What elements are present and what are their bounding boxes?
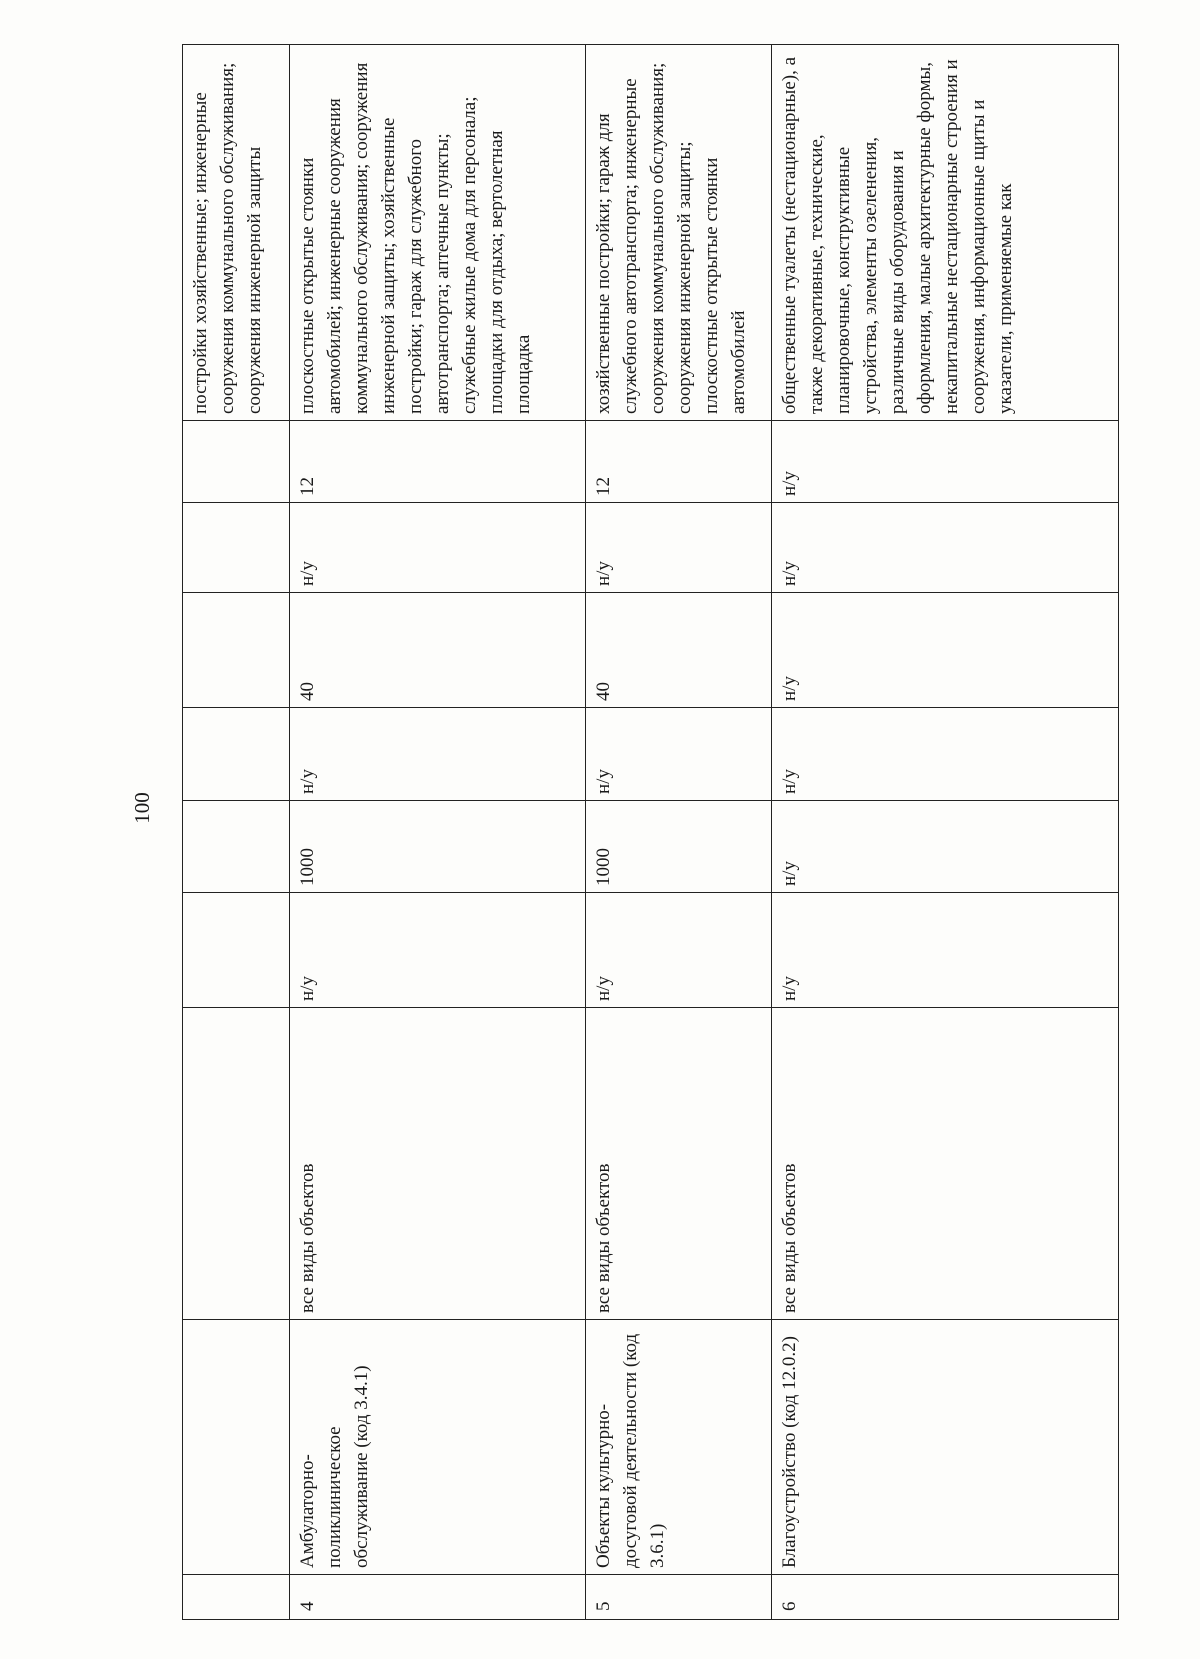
land-use-type: Благоустройство (код 12.0.2): [772, 1320, 1119, 1575]
param-cell: н/у: [586, 893, 772, 1008]
land-use-table: [182, 44, 1119, 1620]
param-cell: [183, 801, 290, 893]
table-row: [290, 45, 586, 1620]
table-row: [772, 45, 1119, 1620]
param-cell: н/у: [290, 503, 586, 593]
land-use-type: Объекты культурно-досуговой деятельности (код 3.6.1): [586, 1320, 772, 1575]
row-number: 6: [772, 1575, 1119, 1620]
param-cell: 40: [290, 593, 586, 708]
land-use-type: Амбулаторно-поликлиническое обслуживание (код 3.4.1): [290, 1320, 586, 1575]
param-cell: н/у: [772, 503, 1119, 593]
param-cell: 1000: [586, 801, 772, 893]
rotated-table-container: [182, 45, 1118, 1620]
param-cell: н/у: [290, 708, 586, 801]
page-number: 100: [130, 792, 154, 824]
auxiliary-uses: хозяйственные постройки; гараж для служебного автотранспорта; инженерные сооружения коммунального обслуживания; сооружения инженерной защиты; плоскостные открытые стоянки автомобилей: [586, 45, 772, 421]
param-cell: 12: [290, 421, 586, 503]
param-cell: н/у: [586, 708, 772, 801]
param-cell: 1000: [290, 801, 586, 893]
param-cell: [183, 593, 290, 708]
auxiliary-uses: постройки хозяйственные; инженерные сооружения коммунального обслуживания; сооружения инженерной защиты: [183, 45, 290, 421]
param-cell: н/у: [772, 708, 1119, 801]
param-cell: [183, 503, 290, 593]
object-types: все виды объектов: [586, 1008, 772, 1320]
table-row: [183, 45, 290, 1620]
param-cell: 12: [586, 421, 772, 503]
param-cell: н/у: [772, 421, 1119, 503]
param-cell: н/у: [772, 893, 1119, 1008]
auxiliary-uses: плоскостные открытые стоянки автомобилей; инженерные сооружения коммунального обслуживания; сооружения инженерной защиты; хозяйственные постройки; гараж для служебного автотранспорта; аптечные пункты; служебные жилые дома для персонала; площадки для отдыха; вертолетная площадка: [290, 45, 586, 421]
param-cell: 40: [586, 593, 772, 708]
param-cell: н/у: [772, 801, 1119, 893]
land-use-type: [183, 1320, 290, 1575]
table-row: [586, 45, 772, 1620]
object-types: все виды объектов: [772, 1008, 1119, 1320]
row-number: 5: [586, 1575, 772, 1620]
row-number: [183, 1575, 290, 1620]
param-cell: [183, 893, 290, 1008]
param-cell: [183, 421, 290, 503]
row-number: 4: [290, 1575, 586, 1620]
param-cell: н/у: [586, 503, 772, 593]
param-cell: н/у: [772, 593, 1119, 708]
param-cell: [183, 708, 290, 801]
object-types: [183, 1008, 290, 1320]
param-cell: н/у: [290, 893, 586, 1008]
object-types: все виды объектов: [290, 1008, 586, 1320]
auxiliary-uses: общественные туалеты (нестационарные), а также декоративные, технические, планировочные, конструктивные устройства, элементы озеленения, различные виды оборудования и оформления, малые архитектурные формы, некапитальные нестационарные строения и сооружения, информационные щиты и указатели, применяемые как: [772, 45, 1119, 421]
